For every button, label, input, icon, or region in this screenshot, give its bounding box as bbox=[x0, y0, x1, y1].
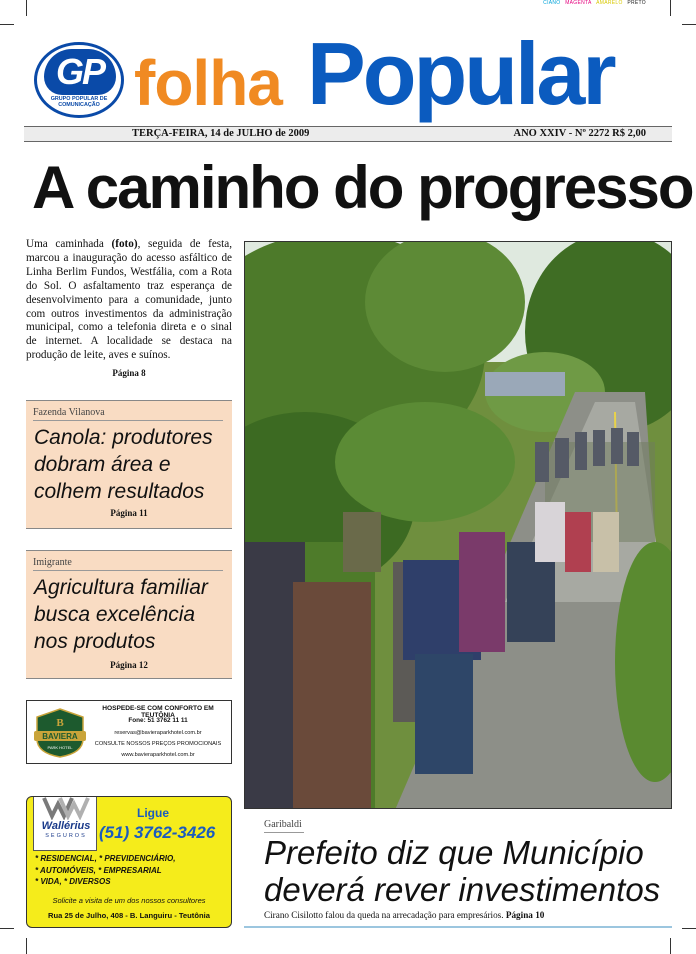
masthead-popular: Popular bbox=[307, 24, 614, 123]
lead-paragraph bbox=[26, 238, 232, 363]
hotel-promo: CONSULTE NOSSOS PREÇOS PROMOCIONAIS bbox=[94, 741, 222, 747]
main-headline[interactable]: A caminho do progresso bbox=[32, 154, 693, 221]
ins-phone[interactable]: (51) 3762-3426 bbox=[99, 823, 216, 842]
lead-text-start: Uma caminhada bbox=[26, 238, 112, 250]
main-photo[interactable] bbox=[244, 241, 672, 809]
ins-address: Rua 25 de Julho, 408 - B. Languiru - Teutônia bbox=[48, 911, 210, 920]
story-box-agricultura[interactable] bbox=[26, 550, 232, 678]
kicker-underline bbox=[264, 832, 304, 833]
box-top-rule bbox=[26, 400, 232, 401]
crop-mark bbox=[670, 938, 671, 954]
print-mark-cyan: CIANO bbox=[543, 0, 561, 6]
baviera-brand-sub: PARK HOTEL bbox=[47, 745, 73, 750]
hotel-email[interactable]: reservas@bavieraparkhotel.com.br bbox=[114, 730, 202, 736]
wallerius-logo bbox=[33, 796, 97, 851]
wallerius-brand: Wallérius bbox=[41, 820, 91, 832]
crop-mark bbox=[26, 938, 27, 954]
box-top-rule bbox=[26, 550, 232, 551]
ins-call-label: Ligue bbox=[137, 806, 169, 820]
crop-mark bbox=[0, 24, 14, 25]
wallerius-brand-sub: SEGUROS bbox=[45, 833, 87, 839]
ins-service-line: * VIDA, * DIVERSOS bbox=[35, 877, 111, 886]
ins-service-line: * AUTOMÓVEIS, * EMPRESARIAL bbox=[35, 865, 162, 875]
print-mark-yellow: AMARELO bbox=[596, 0, 623, 6]
issue-edition: ANO XXIV - Nº 2272 R$ 2,00 bbox=[513, 128, 646, 139]
baviera-hotel-ad[interactable] bbox=[26, 700, 232, 764]
box-bottom-rule bbox=[26, 678, 232, 679]
bottom-story-kicker: Garibaldi bbox=[264, 819, 302, 830]
ins-service-line: * RESIDENCIAL, * PREVIDENCIÁRIO, bbox=[35, 854, 176, 863]
box-kicker: Fazenda Vilanova bbox=[33, 407, 105, 418]
hotel-phone[interactable]: Fone: 51 3762 11 11 bbox=[128, 717, 188, 724]
kicker-underline bbox=[33, 420, 223, 421]
issue-date: TERÇA-FEIRA, 14 de JULHO de 2009 bbox=[132, 128, 310, 139]
bottom-story-page-ref[interactable]: Página 10 bbox=[505, 910, 545, 920]
box-bottom-rule bbox=[26, 528, 232, 529]
box-title: Agricultura familiar busca excelência nos produtos bbox=[34, 576, 208, 653]
lead-text-end: , seguida de festa, marcou a inauguração do acesso asfáltico de Linha Berlim Fundos, Westfália, com a Rota do Sol. O asfaltamento traz esperança de desenvolvimento para a comunidade, junto com outros investimentos da administração municipal, como a telefonia direta e o sinal de internet. A localidade se destaca na produção de leite, aves e suínos. bbox=[26, 238, 233, 362]
lead-foto-ref: (foto) bbox=[111, 238, 138, 250]
print-mark-magenta: MAGENTA bbox=[565, 0, 592, 6]
bottom-accent-bar bbox=[244, 926, 672, 928]
print-mark-black: PRETO bbox=[627, 0, 646, 6]
hotel-headline: HOSPEDE-SE COM CONFORTO EM TEUTÔNIA bbox=[102, 705, 214, 719]
print-color-marks bbox=[540, 0, 646, 6]
masthead-folha: folha bbox=[134, 47, 282, 119]
bottom-story-title[interactable] bbox=[264, 834, 684, 908]
crop-mark bbox=[682, 928, 696, 929]
box-kicker: Imigrante bbox=[33, 557, 72, 568]
gp-logo-letters: GP bbox=[44, 49, 116, 95]
baviera-emblem-icon bbox=[31, 707, 89, 759]
dateline-bar bbox=[24, 126, 672, 142]
crop-mark bbox=[670, 0, 671, 16]
ins-visit-text: Solicite a visita de um dos nossos consultores bbox=[52, 896, 206, 905]
baviera-brand: BAVIERA bbox=[42, 732, 78, 741]
box-title: Canola: produtores dobram área e colhem resultados bbox=[34, 426, 213, 503]
story-box-canola[interactable] bbox=[26, 400, 232, 528]
crop-mark bbox=[0, 928, 14, 929]
box-page-ref: Página 12 bbox=[110, 660, 148, 670]
bottom-story-desc-text: Cirano Cisilotto falou da queda na arrecadação para empresários. bbox=[264, 910, 506, 920]
main-photo-image bbox=[245, 242, 672, 809]
wallerius-w-icon bbox=[40, 796, 92, 820]
hotel-site[interactable]: www.bavieraparkhotel.com.br bbox=[121, 752, 195, 758]
bottom-story-title-line: Prefeito diz que Município bbox=[264, 834, 644, 871]
crop-mark bbox=[682, 24, 696, 25]
crop-mark bbox=[26, 0, 27, 16]
wallerius-insurance-ad[interactable] bbox=[26, 796, 232, 928]
lead-page-ref[interactable]: Página 8 bbox=[112, 368, 146, 378]
bottom-story-desc bbox=[264, 910, 544, 920]
gp-logo[interactable] bbox=[34, 42, 124, 118]
kicker-underline bbox=[33, 570, 223, 571]
gp-logo-caption: GRUPO POPULAR DE COMUNICAÇÃO bbox=[50, 96, 108, 108]
baviera-emblem-letter: B bbox=[56, 717, 64, 729]
box-page-ref: Página 11 bbox=[110, 508, 148, 518]
ins-services bbox=[35, 853, 231, 888]
bottom-story-title-line: deverá rever investimentos bbox=[264, 871, 661, 908]
